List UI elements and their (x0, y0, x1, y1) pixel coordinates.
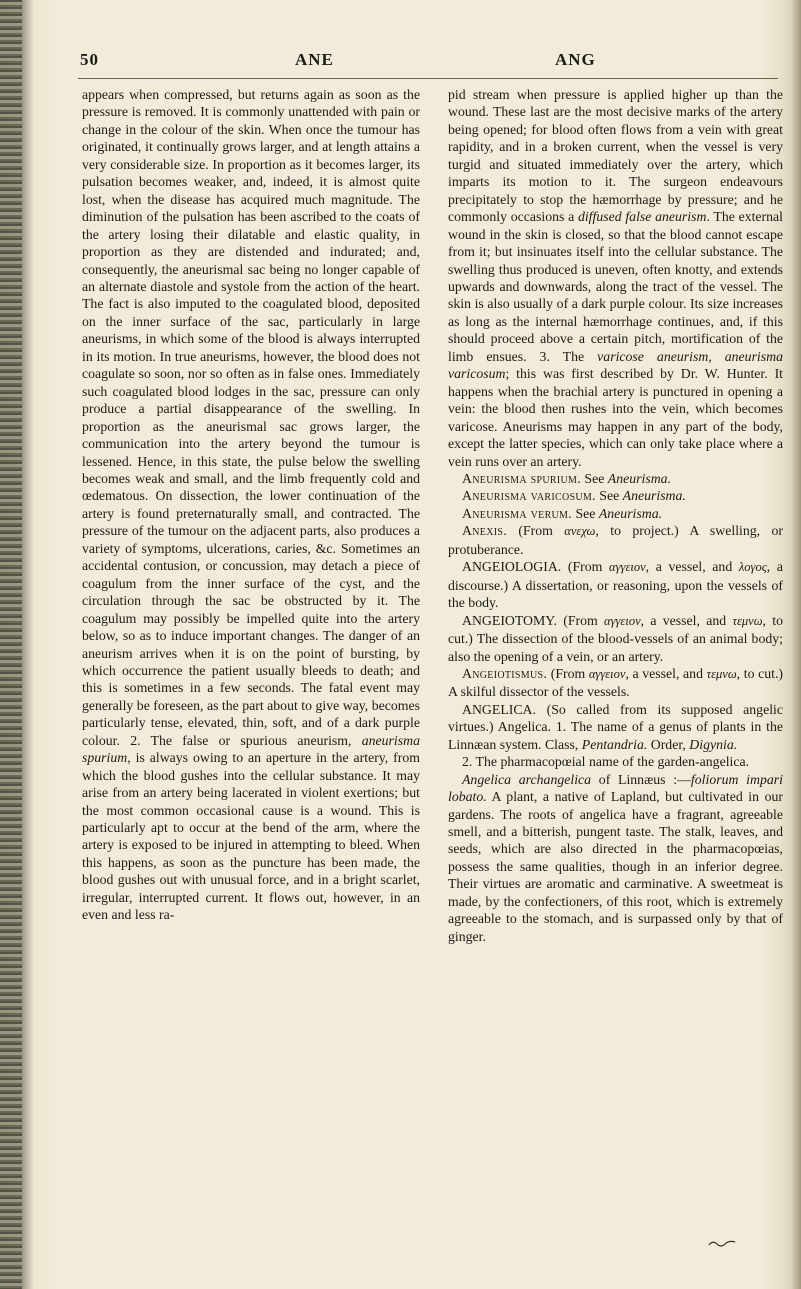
headword: Angeiotismus. (462, 665, 548, 681)
entry-angelica: ANGELICA. (So called from its supposed angelic virtues.) Angelica. 1. The name of a genus of plants in the Linnæan system. Class, Pentandria. Order, Digynia. (448, 701, 783, 752)
left-column (82, 86, 420, 924)
entry-aneurisma-verum: Aneurisma verum. See Aneurisma. (462, 505, 663, 521)
entry-angelica-archangelica: Angelica archangelica of Linnæus :—foliorum impari lobato. A plant, a native of Lapland, but cultivated in our gardens. The roots of angelica have a fragrant, agreeable smell, and a bitterish, pungent taste. The stalk, leaves, and seeds, which are also directed in the pharmacopœias, possess the same qualities, though in an inferior degree. Their virtues are aromatic and carminative. A sweetmeat is made, by the confectioners, of this root, which is extremely agreeable to the stomach, and is surpassed only by that of ginger. (448, 771, 783, 944)
header-rule (78, 78, 778, 79)
entry-angeiotomy: ANGEIOTOMY. (From αγγειον, a vessel, and τεμνω, to cut.) The dissection of the blood-vessels of an animal body; also the opening of a vein, or an artery. (448, 612, 784, 664)
cross-reference: Aneurisma. (607, 470, 672, 486)
headword: ANGEIOLOGIA. (462, 559, 562, 575)
headword: Aneurisma varicosum. (462, 488, 596, 504)
species-description: foliorum impari lobato. (448, 771, 783, 805)
paragraph-aneurism-continued-right: pid stream when pressure is applied higher up than the wound. These last are the most decisive marks of the artery being opened; for blood often flows from a vein with great rapidity, and in a broken current, when the vessel is very turgid and situated immediately over the artery, which imparts its motion to it. The surgeon endeavours precipitately to stop the hæmorrhage by pressure; and he commonly occasions a diffused false aneurism. The external wound in the skin is closed, so that the blood cannot escape from it; but insinuates itself into the cellular substance. The swelling thus produced is uneven, often knotty, and extends upwards and downwards, along the tract of the vessel. The skin is also usually of a dark purple colour. Its size increases as long as the internal hæmorrhage continues, and, if this should proceed above a certain pitch, mortification of the limb ensues. 3. The varicose aneurism, aneurisma varicosum; this was first described by Dr. W. Hunter. It happens when the brachial artery is punctured in opening a vein: the blood then rushes into the vein, which becomes varicose. Aneurisms may happen in any part of the body, except the latter species, which can only take place where a vein runs over an artery. (448, 87, 784, 469)
greek-word: αγγειον (609, 560, 646, 575)
linnaean-class: Pentandria. (581, 736, 648, 752)
running-head-left: ANE (295, 50, 334, 69)
entry-angeiotismus: Angeiotismus. (From αγγειον, a vessel, and τεμνω, to cut.) A skilful dissector of the vessels. (448, 665, 783, 700)
page-number: 50 (80, 50, 99, 69)
species-name: Angelica archangelica (462, 771, 592, 787)
headword: ANGELICA. (462, 701, 536, 717)
greek-word: αγγειον (604, 613, 641, 628)
paragraph-aneurism-continued: appears when compressed, but returns again as soon as the pressure is removed. It is commonly unattended with pain or change in the colour of the skin. When once the tumour has originated, it continually grows larger, and at length attains a very considerable size. In proportion as it becomes larger, its pulsation becomes weaker, and, indeed, it is almost quite lost, when the disease has acquired much magnitude. The diminution of the pulsation has been ascribed to the coats of the artery losing their dilatable and elastic quality, in proportion as they are distended and indurated; and, consequently, the aneurismal sac being no longer capable of an alternate diastole and systole from the action of the heart. The fact is also imputed to the coagulated blood, deposited on the inner surface of the sac, particularly in large aneurisms, in which some of the blood is always interrupted in its motion. In true aneurisms, however, the blood does not coagulate so soon, nor so often as in false ones. Immediately such coagulated blood lodges in the sac, pressure can only produce a partial disappearance of the swelling. In proportion as the aneurismal sac grows larger, the communication into the artery beyond the tumour is lessened. Hence, in this state, the pulse below the swelling becomes weak and small, and the limb frequently cold and œdematous. On dissection, the lower continuation of the artery is found preternaturally small, and contracted. The pressure of the tumour on the adjacent parts, also produces a variety of symptoms, ulcerations, caries, &c. Sometimes an accidental contusion, or concussion, may detach a piece of coagulum from the inner surface of the cyst, and the circulation through the sac be obstructed by it. The coagulum may possibly be impelled quite into the artery below, so as to induce important changes. The danger of an aneurism arrives when it is on the point of bursting, by which occurrence the patient usually bleeds to death; and this is sometimes in a few seconds. The fatal event may generally be foreseen, as the part about to give way, becomes particularly tense, elevated, thin, soft, and of a dark purple colour. 2. The false or spurious aneurism, aneurisma spurium, is always owing to an aperture in the artery, from which the blood gushes into the cellular substance. It may arise from an artery being lacerated in violent exertions; but the most common occasional cause is a wound. This is particularly apt to occur at the bend of the arm, where the artery is exposed to be injured in attempting to bleed. When this happens, as soon as the puncture has been made, the blood gushes out with unusual force, and in a bright scarlet, irregular, interrupted current. It flows out, however, in an even and less ra- (82, 87, 420, 923)
greek-word: ανεχω (564, 524, 596, 539)
headword: Aneurisma verum. (462, 505, 573, 521)
right-column (448, 86, 783, 945)
entry-angeiologia: ANGEIOLOGIA. (From αγγειον, a vessel, and λογος, a discourse.) A dissertation, or reasoning, upon the vessels of the body. (448, 559, 783, 611)
printer-flourish-mark (708, 1239, 736, 1247)
term-aneurisma-spurium: aneurisma spurium (82, 732, 420, 766)
entry-anexis: Anexis. (From ανεχω, to project.) A swelling, or protuberance. (448, 523, 784, 557)
term-diffused-false-aneurism: diffused false aneurism (577, 209, 707, 225)
cross-reference: Aneurisma. (622, 488, 686, 504)
greek-word: τεμνω (732, 613, 763, 628)
entry-aneurisma-spurium: Aneurisma spurium. See Aneurisma. (462, 470, 672, 486)
page-right-edge (791, 0, 801, 1289)
headword: Aneurisma spurium. (462, 470, 581, 486)
greek-word: τεμνω (706, 666, 737, 681)
linnaean-order: Digynia. (689, 736, 738, 752)
greek-word: λογος (738, 560, 767, 575)
running-head-right: ANG (555, 50, 596, 69)
page-binding-edge (0, 0, 22, 1289)
headword: Anexis. (462, 523, 507, 539)
greek-word: αγγειον (588, 666, 626, 681)
binding-shadow (22, 0, 34, 1289)
headword: ANGEIOTOMY. (462, 612, 557, 628)
term-varicose-aneurism: varicose aneurism, aneurisma varicosum (448, 348, 784, 382)
cross-reference: Aneurisma. (598, 505, 663, 521)
running-header (80, 50, 774, 76)
entry-angelica-pharmacopoeial: 2. The pharmacopœial name of the garden-angelica. (462, 754, 750, 770)
entry-aneurisma-varicosum: Aneurisma varicosum. See Aneurisma. (462, 488, 686, 504)
